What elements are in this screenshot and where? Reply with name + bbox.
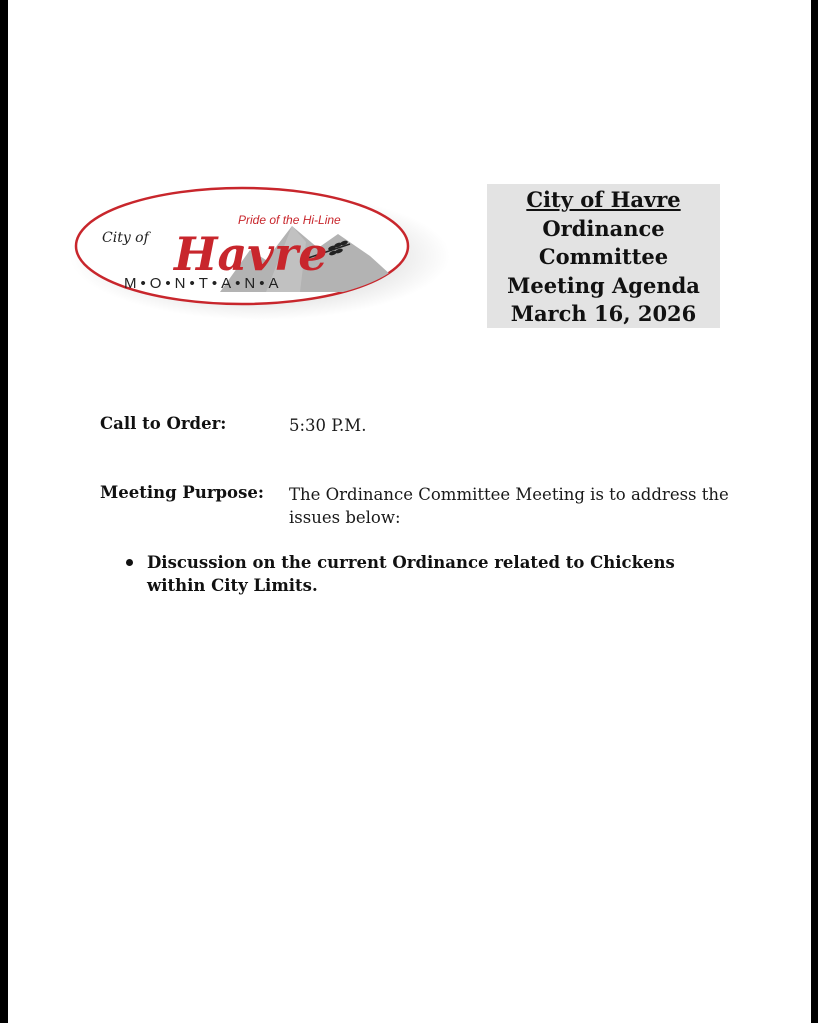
title-date: March 16, 2026 (510, 301, 697, 326)
agenda-items-list (125, 551, 725, 597)
bullet-icon (126, 559, 133, 566)
title-city-of-havre: City of Havre (526, 187, 681, 212)
document-page (8, 0, 811, 1023)
agenda-item (125, 551, 725, 597)
call-to-order-time: 5:30 P.M. (289, 416, 367, 435)
agenda-item-text: Discussion on the current Ordinance related to Chickens within City Limits. (147, 553, 675, 595)
logo-montana: M•O•N•T•A•N•A (124, 275, 283, 292)
call-to-order-label: Call to Order: (100, 414, 227, 433)
agenda-title-box (487, 184, 720, 328)
title-meeting-agenda: Meeting Agenda (507, 272, 700, 298)
title-ordinance: Ordinance (542, 215, 665, 241)
logo-tagline: Pride of the Hi-Line (238, 213, 341, 227)
meeting-purpose-label: Meeting Purpose: (100, 483, 264, 502)
logo-havre: Havre (174, 227, 328, 281)
title-committee: Committee (538, 244, 669, 269)
logo-city-of: City of (102, 230, 149, 246)
meeting-purpose-text: The Ordinance Committee Meeting is to address the issues below: (289, 485, 729, 527)
city-of-havre-logo (70, 182, 454, 322)
